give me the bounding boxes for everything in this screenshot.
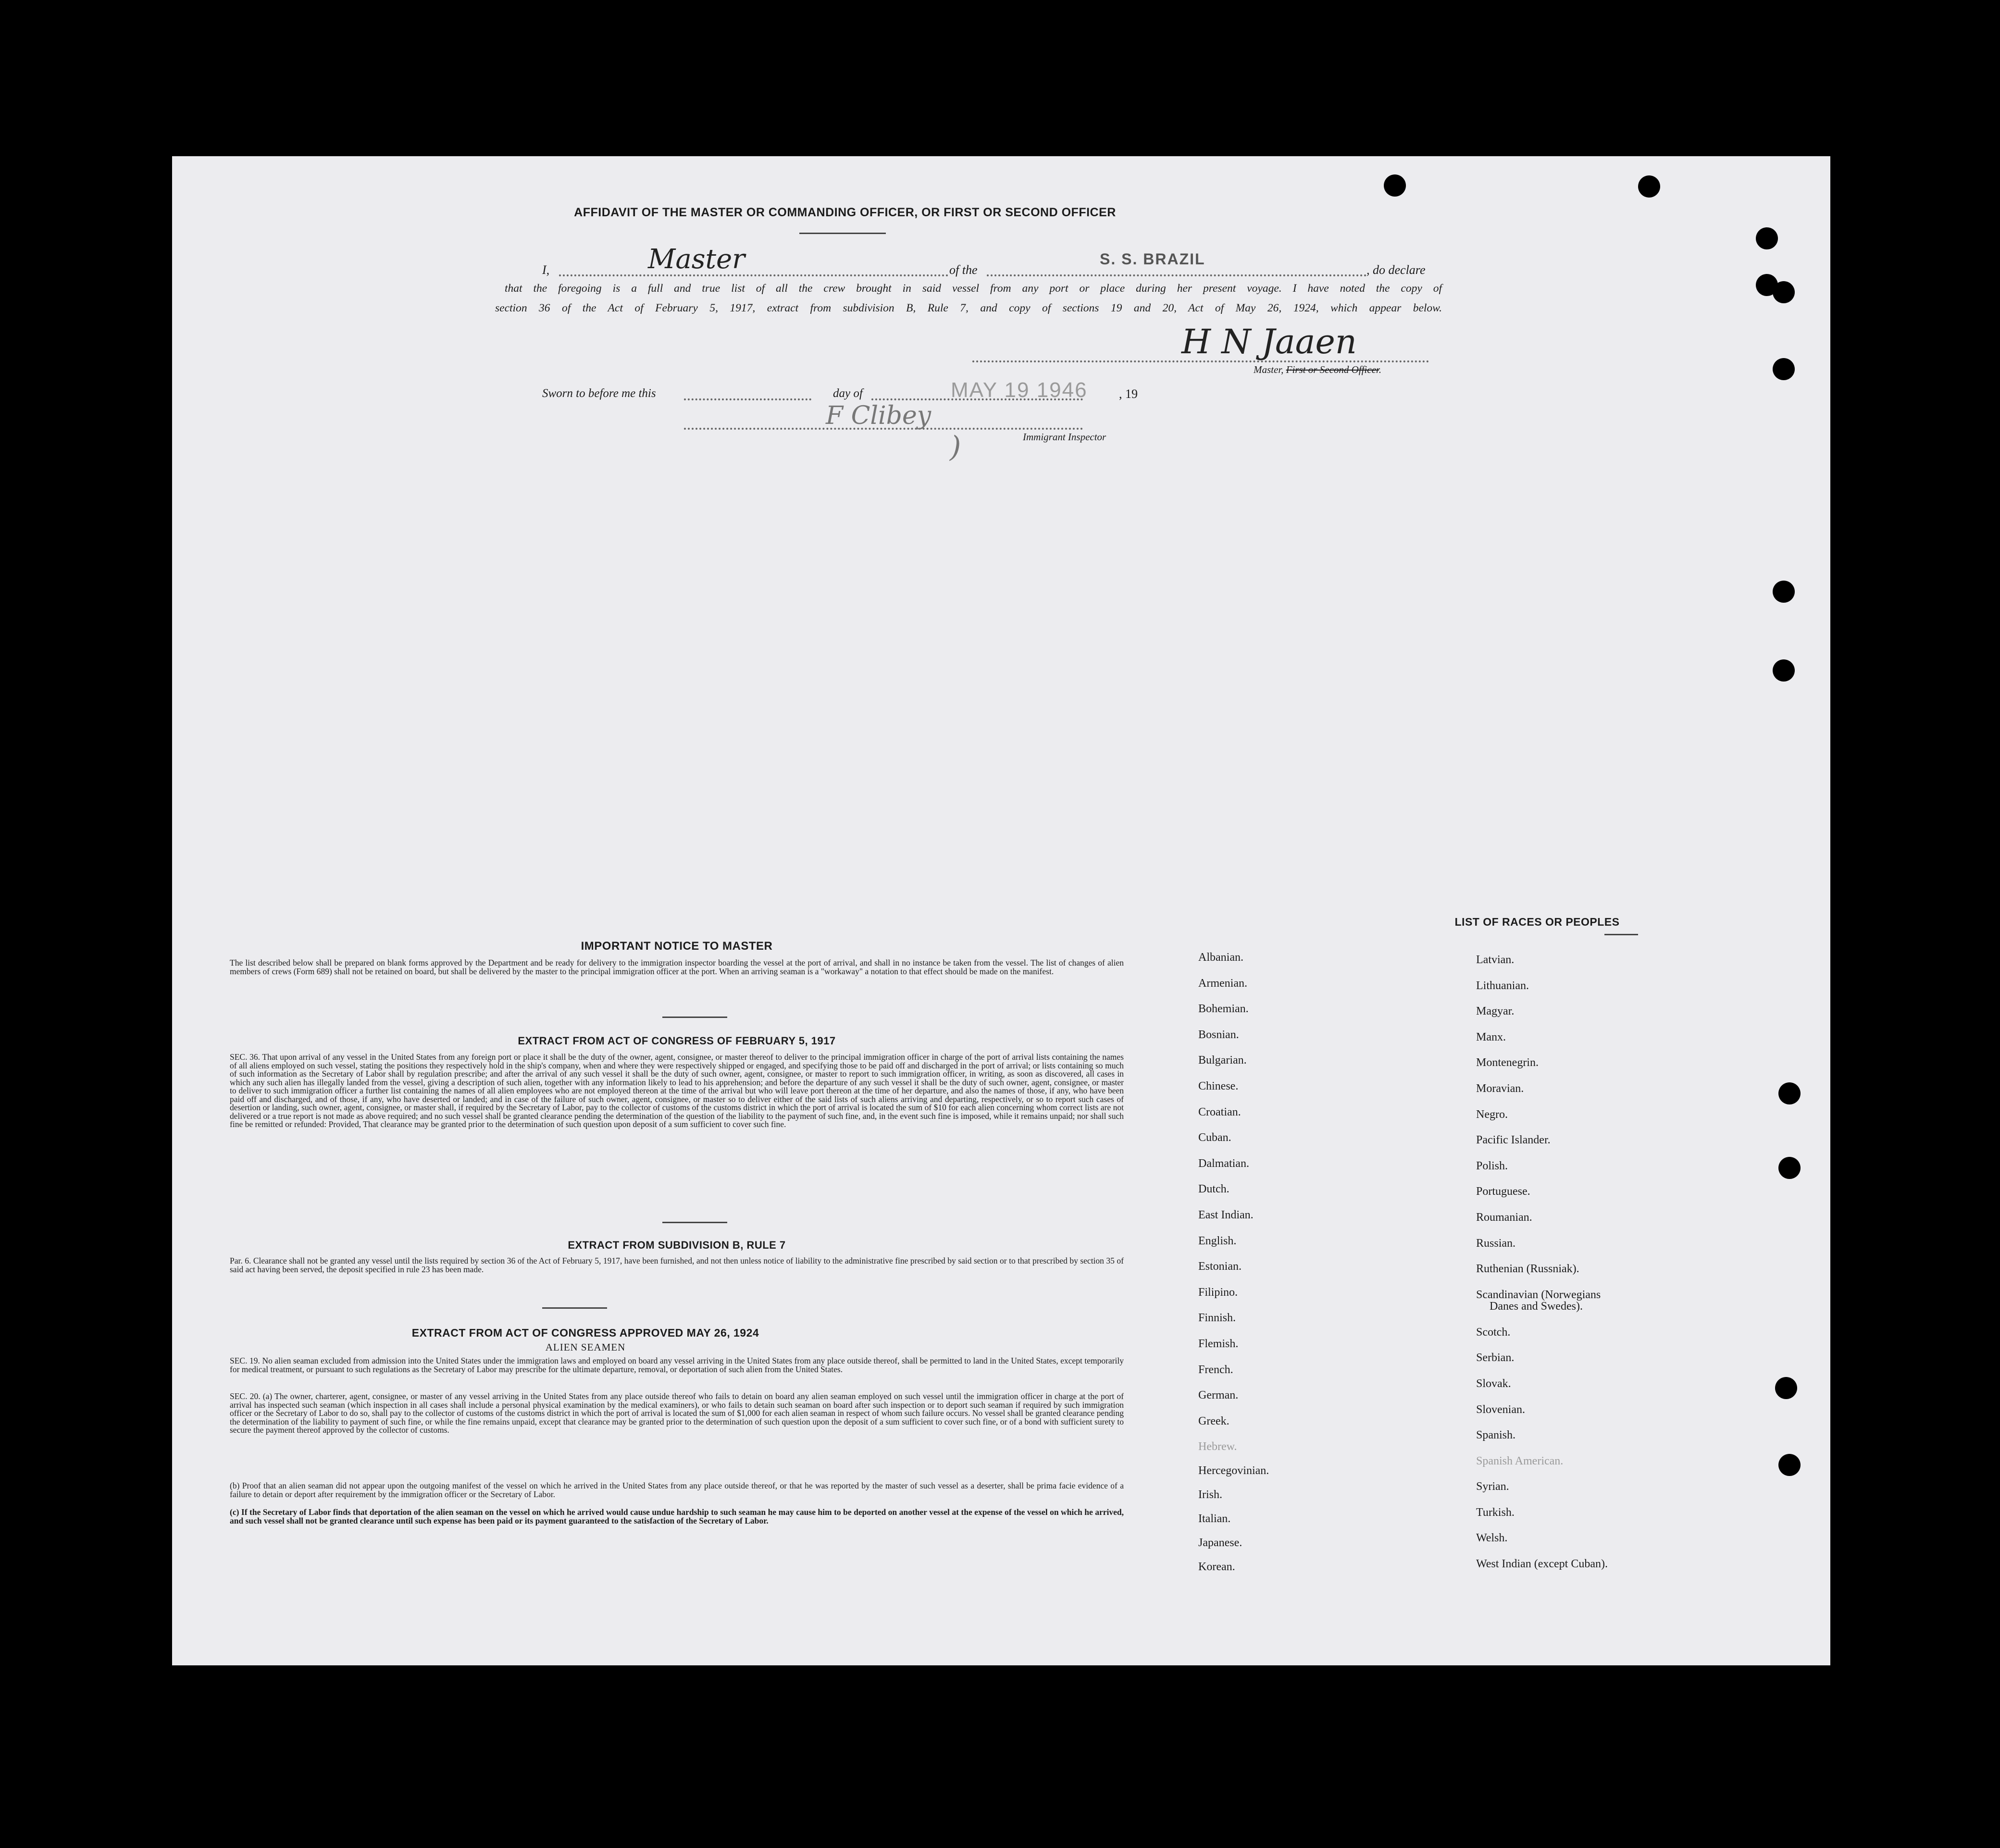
extract-1924-sec19: SEC. 19. No alien seaman excluded from admission into the United States under the immigration laws and employed on board any vessel arriving in the United States from any place outside thereof, shall be permitted to land in the United States, except temporarily for medical treatment, or pursuant to such regulations as the Secretary of Labor may prescribe for the ultimate departure, removal, or deportation of such alien from the United States.: [230, 1356, 1124, 1374]
vessel-name: S. S. BRAZIL: [1100, 250, 1205, 268]
race-item: Japanese.: [1198, 1537, 1242, 1550]
binder-hole: [1778, 1082, 1801, 1104]
binder-hole: [1773, 281, 1795, 303]
year-suffix: , 19: [1119, 387, 1138, 401]
race-item: Serbian.: [1476, 1352, 1515, 1364]
race-item: Roumanian.: [1476, 1211, 1532, 1224]
notice-title: IMPORTANT NOTICE TO MASTER: [581, 940, 773, 953]
race-item: Welsh.: [1476, 1532, 1508, 1545]
race-item: Spanish American.: [1476, 1454, 1564, 1467]
signature-caption-struck: First or Second Officer: [1286, 364, 1379, 375]
race-item: Cuban.: [1198, 1131, 1231, 1144]
binder-hole: [1773, 358, 1795, 380]
extract-1924-sec20c: (c) If the Secretary of Labor finds that deportation of the alien seaman on the vessel on which he arrived would cause undue hardship to such seaman he may cause him to be deported on another vessel at the expense of the vessel on which he arrived, and such vessel shall not be granted clearance until such expense has been paid or its payment guaranteed to the satisfaction of the Secretary of Labor.: [230, 1507, 1124, 1526]
race-item: Lithuanian.: [1476, 979, 1529, 992]
race-item: East Indian.: [1198, 1208, 1254, 1221]
race-item: Pacific Islander.: [1476, 1134, 1551, 1147]
extract-1917-body: SEC. 36. That upon arrival of any vessel in the United States from any foreign port or place it shall be the duty of the owner, agent, consignee, or master thereof to deliver to the principal immigration officer in charge of the port of arrival lists containing the names of all aliens employed on such vessel, stating the positions they respectively hold in the ship's company, when and where they were respectively shipped or engaged, and specifying those to be paid off and discharged in the port of arrival; or lists containing so much of such information as the Secretary of Labor shall by regulation prescribe; and after the arrival of any such vessel it shall be the duty of such owner, agent, consignee, or master to report to such immigration officer, in writing, as soon as discovered, all cases in which any such alien has illegally landed from the vessel, giving a description of such alien, together with any information likely to lead to his apprehension; and before the departure of any such vessel it shall be the duty of such owner, agent, consignee, or master to deliver to such immigration officer a further list containing the names of all alien employees who are not employed thereon at the time of the arrival but who will leave port thereon at the time of her departure, and also the names of those, if any, who have been paid off and discharged, and of those, if any, who have deserted or landed; and in case of the failure of such owner, agent, consignee, or master so to deliver either of the said lists of such aliens arriving and departing, respectively, or so to report such cases of desertion or landing, such owner, agent, consignee, or master shall, if required by the Secretary of Labor, pay to the collector of customs of the customs district in which the port of arrival is located the sum of $10 for each alien concerning whom correct lists are not delivered or a true report is not made as above required; and no such vessel shall be granted clearance pending the determination of the question of the liability to the payment of such fine, and, in the event such fine is imposed, while it remains unpaid; nor shall such fine be remitted or refunded: Provided, That clearance may be granted prior to the determination of such question upon deposit of a sum sufficient to cover such fine.: [230, 1052, 1124, 1129]
i-label: I,: [542, 263, 550, 277]
race-item: Negro.: [1476, 1108, 1508, 1121]
race-item: Hercegovinian.: [1198, 1464, 1269, 1477]
race-item: French.: [1198, 1363, 1233, 1376]
extract-1917-title: EXTRACT FROM ACT OF CONGRESS OF FEBRUARY 5, 1917: [518, 1035, 836, 1047]
race-item: Armenian.: [1198, 977, 1247, 990]
race-item: Magyar.: [1476, 1005, 1515, 1018]
inspector-caption: Immigrant Inspector: [1023, 431, 1106, 443]
race-item-continuation: Danes and Swedes).: [1490, 1300, 1583, 1313]
race-item: Bohemian.: [1198, 1003, 1249, 1016]
race-item: Moravian.: [1476, 1082, 1524, 1095]
extract-rule7-title: EXTRACT FROM SUBDIVISION B, RULE 7: [568, 1239, 786, 1251]
race-item: Korean.: [1198, 1561, 1235, 1574]
sworn-label: Sworn to before me this: [542, 387, 656, 400]
extract-1924-title: EXTRACT FROM ACT OF CONGRESS APPROVED MAY 26, 1924: [411, 1327, 759, 1339]
race-item: Slovenian.: [1476, 1403, 1525, 1416]
race-item: Bulgarian.: [1198, 1054, 1247, 1067]
of-the-label: of the: [949, 263, 978, 277]
race-item: Turkish.: [1476, 1506, 1515, 1519]
race-item: [1476, 1289, 1608, 1327]
race-item: Greek.: [1198, 1414, 1230, 1427]
race-item: Latvian.: [1476, 954, 1515, 966]
do-declare: , do declare: [1366, 263, 1426, 277]
binder-hole: [1775, 1377, 1797, 1399]
rank-handwritten: Master: [648, 244, 745, 275]
notice-body: The list described below shall be prepared on blank forms approved by the Department and be ready for delivery to the immigration inspector boarding the vessel at the port of arrival, and shall in no instance be taken from the vessel. The list of changes of alien members of crews (Form 689) shall not be retained on board, but shall be delivered by the master to the principal immigration officer at the port. When an arriving seaman is a "workaway" a notation to that effect should be made on the manifest.: [230, 958, 1124, 976]
race-item: Dutch.: [1198, 1183, 1230, 1196]
binder-hole: [1773, 581, 1795, 603]
inspector-flourish: ): [950, 430, 961, 464]
binder-hole: [1638, 175, 1660, 198]
races-title: LIST OF RACES OR PEOPLES: [1454, 916, 1620, 928]
binder-hole: [1756, 227, 1778, 249]
binder-hole: [1773, 659, 1795, 682]
declaration-line-1: that the foregoing is a full and true list of all the crew brought in said vessel from any port or place during her present voyage. I have noted the copy of: [505, 282, 1442, 295]
affidavit-title: AFFIDAVIT OF THE MASTER OR COMMANDING OFFICER, OR FIRST OR SECOND OFFICER: [574, 206, 1116, 219]
race-item: Scotch.: [1476, 1326, 1511, 1339]
race-item: West Indian (except Cuban).: [1476, 1558, 1608, 1571]
races-right-column: [1476, 954, 1608, 1584]
binder-hole: [1384, 174, 1406, 197]
race-item: Hebrew.: [1198, 1440, 1237, 1453]
day-of-label: day of: [833, 387, 863, 400]
date-stamp: MAY 19 1946: [951, 378, 1088, 402]
extract-rule7-body: Par. 6. Clearance shall not be granted any vessel until the lists required by section 36 of the Act of February 5, 1917, have been furnished, and not then unless notice of liability to the administrative fine prescribed by said section or to that prescribed by section 35 of said act having been served, the deposit specified in rule 23 has been made.: [230, 1256, 1124, 1274]
race-item: Spanish.: [1476, 1429, 1516, 1442]
declaration-line-2: section 36 of the Act of February 5, 1917, extract from subdivision B, Rule 7, and copy of sections 19 and 20, Act of May 26, 1924, which appear below.: [495, 302, 1442, 314]
race-item: German.: [1198, 1389, 1239, 1402]
race-item: Slovak.: [1476, 1377, 1511, 1390]
race-item: Albanian.: [1198, 951, 1243, 964]
race-item: Irish.: [1198, 1488, 1222, 1501]
race-item: Finnish.: [1198, 1312, 1236, 1325]
race-item: Montenegrin.: [1476, 1056, 1539, 1069]
race-item: Portuguese.: [1476, 1185, 1530, 1198]
binder-hole: [1778, 1454, 1801, 1476]
extract-1924-subtitle: ALIEN SEAMEN: [545, 1341, 626, 1353]
race-item: Croatian.: [1198, 1105, 1241, 1118]
race-item: Flemish.: [1198, 1337, 1239, 1350]
signature-caption: Master, First or Second Officer.: [1254, 364, 1381, 375]
title-rule: [799, 233, 886, 234]
race-item: Ruthenian (Russniak).: [1476, 1263, 1579, 1276]
races-left-column: [1198, 952, 1269, 1585]
master-signature: H N Jaaen: [1181, 322, 1357, 361]
race-item: Manx.: [1476, 1030, 1506, 1043]
binder-hole: [1778, 1157, 1801, 1179]
race-item: English.: [1198, 1234, 1237, 1247]
race-item: Bosnian.: [1198, 1028, 1239, 1041]
race-item: Chinese.: [1198, 1079, 1239, 1092]
race-item: Estonian.: [1198, 1260, 1242, 1273]
signature-caption-master: Master,: [1254, 364, 1284, 375]
race-item: Syrian.: [1476, 1480, 1509, 1493]
race-item: Dalmatian.: [1198, 1157, 1249, 1170]
extract-1924-sec20a: SEC. 20. (a) The owner, charterer, agent, consignee, or master of any vessel arriving in the United States from any place outside thereof who fails to detain on board any alien seaman employed on such vessel until the immigration officer in charge at the port of arrival has inspected such seaman (which inspection in all cases shall include a personal physical examination by the medical examiners), or who fails to detain such seaman on board after such inspection or to deport such seaman if required by such immigration officer or the Secretary of Labor to do so, shall pay to the collector of customs of the customs district in which the port of arrival is located the sum of $1,000 for each alien seaman in respect of whom such failure occurs. No vessel shall be granted clearance pending the determination of the liability to payment of such fine, or while the fine remains unpaid, except that clearance may be granted prior to the determination of such question upon the deposit of a sum sufficient to cover such fine, or of a bond with sufficient surety to secure the payment thereof approved by the collector of customs.: [230, 1391, 1124, 1435]
inspector-signature: F Clibey: [826, 401, 932, 430]
race-item-text: Scandinavian (Norwegians: [1476, 1288, 1601, 1301]
race-item: Polish.: [1476, 1159, 1508, 1172]
race-item: Filipino.: [1198, 1286, 1238, 1299]
manifest-page: [172, 156, 1830, 1665]
race-item: Russian.: [1476, 1237, 1516, 1250]
extract-1924-sec20b: (b) Proof that an alien seaman did not appear upon the outgoing manifest of the vessel on which he arrived in the United States from any place outside thereof, or that he was reported by the master of such vessel as a deserter, shall be prima facie evidence of a failure to detain or deport after requirement by the immigration officer or the Secretary of Labor.: [230, 1481, 1124, 1499]
race-item: Italian.: [1198, 1513, 1231, 1526]
